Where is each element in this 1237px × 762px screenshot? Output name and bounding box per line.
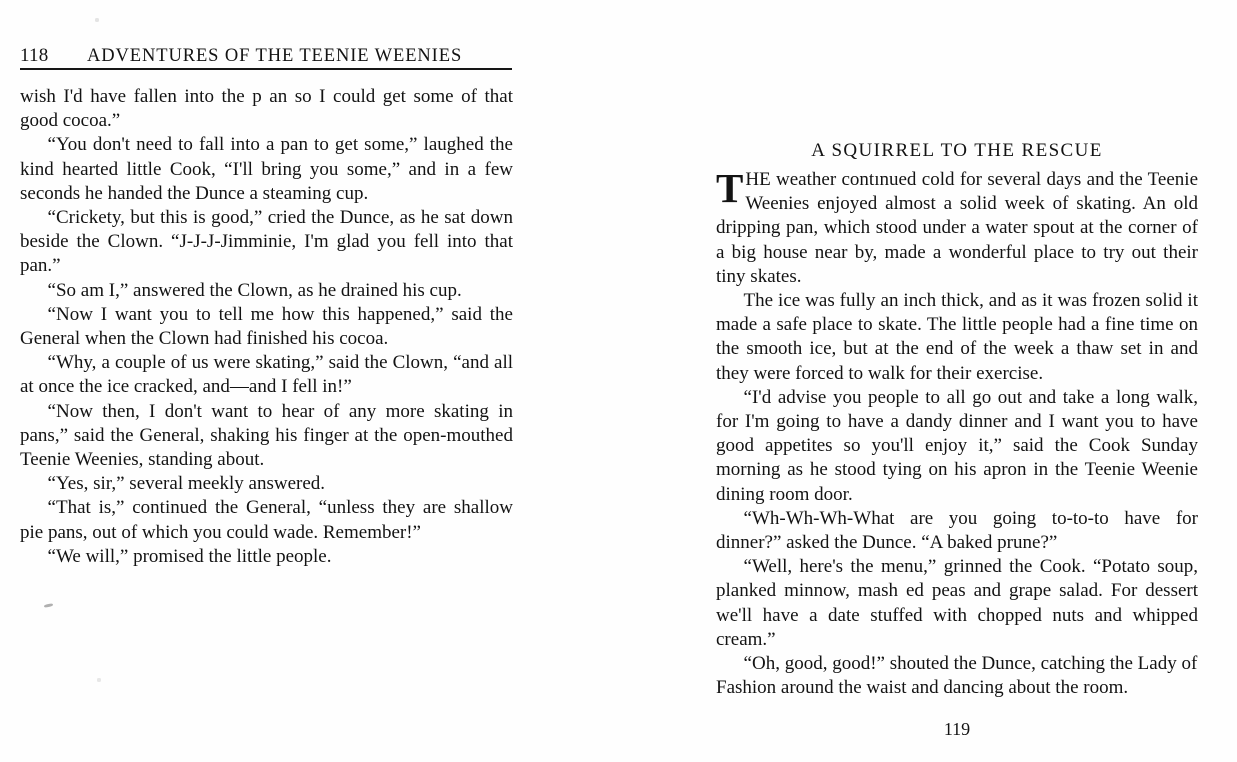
paragraph: “So am I,” answered the Clown, as he drained his cup. bbox=[47, 279, 462, 301]
paragraph: “Why, a couple of us were skating,” said the Clown, “and all at once the ice cracked, and—and I fell in!” bbox=[20, 352, 513, 398]
scan-artifact bbox=[97, 678, 101, 682]
paragraph-with-dropcap bbox=[716, 165, 1198, 289]
paragraph: “Yes, sir,” several meekly answered. bbox=[47, 473, 326, 495]
running-head bbox=[20, 44, 514, 70]
paragraph: “Now then, I don't want to hear of any more skating in pans,” said the General, shaking his finger at the open-mouthed Teenie Weenies, standing about. bbox=[20, 400, 513, 471]
paragraph: “Now I want you to tell me how this happened,” said the General when the Clown had finished his cocoa. bbox=[20, 303, 513, 350]
paragraph: “I'd advise you people to all go out and take a long walk, for I'm going to have a dandy dinner and I want you to have good appetites so you'll enjoy it,” said the Cook Sunday morning as he stood tying on his apron in the Teenie Weenie dining room door. bbox=[716, 386, 1198, 505]
paragraph: “Wh-Wh-Wh-What are you going to-to-to have for dinner?” asked the Dunce. “A baked prune?” bbox=[716, 507, 1198, 554]
paragraph: “Oh, good, good!” shouted the Dunce, catching the Lady of Fashion around the waist and dancing about the room. bbox=[716, 653, 1198, 699]
left-text-column bbox=[20, 85, 513, 569]
page-number-verso: 118 bbox=[20, 45, 49, 66]
paragraph: “Well, here's the menu,” grinned the Cook. “Potato soup, planked minnow, mash ed peas and grape salad. For dessert we'll have a date stuffed with chopped nuts and whipped cream.” bbox=[716, 556, 1198, 650]
paragraph-text: HE weather contınued cold for several days and the Teenie Weenies enjoyed almost a solid week of skating. An old dripping pan, which stood under a water spout at the corner of a big house near by, made a wonderful place to try out their tiny skates. bbox=[716, 169, 1198, 287]
chapter-title: A SQUIRREL TO THE RESCUE bbox=[811, 140, 1103, 161]
right-text-column bbox=[716, 165, 1198, 700]
scan-artifact bbox=[95, 18, 99, 22]
page-number-recto: 119 bbox=[943, 719, 971, 739]
header-rule bbox=[20, 68, 512, 70]
running-head-title: ADVENTURES OF THE TEENIE WEENIES bbox=[87, 46, 463, 66]
paragraph: “That is,” continued the General, “unless they are shallow pie pans, out of which you could wade. Remember!” bbox=[20, 497, 513, 543]
paragraph: “You don't need to fall into a pan to get some,” laughed the kind hearted little Cook, “I'll bring you some,” and in a few seconds he handed the Dunce a steaming cup. bbox=[20, 134, 513, 204]
paragraph: wish I'd have fallen into the p an so I could get some of that good cocoa.” bbox=[20, 86, 513, 132]
paragraph: The ice was fully an inch thick, and as it was frozen solid it made a safe place to skate. The little people had a fine time on the smooth ice, but at the end of the week a thaw set in and they were forced to walk for their exercise. bbox=[716, 290, 1198, 384]
paragraph: “We will,” promised the little people. bbox=[47, 545, 332, 567]
scan-artifact bbox=[44, 603, 53, 608]
paragraph: “Crickety, but this is good,” cried the Dunce, as he sat down beside the Clown. “J-J-J-Jimminie, I'm glad you fell into that pan.” bbox=[20, 207, 513, 277]
drop-cap: T bbox=[716, 165, 744, 211]
